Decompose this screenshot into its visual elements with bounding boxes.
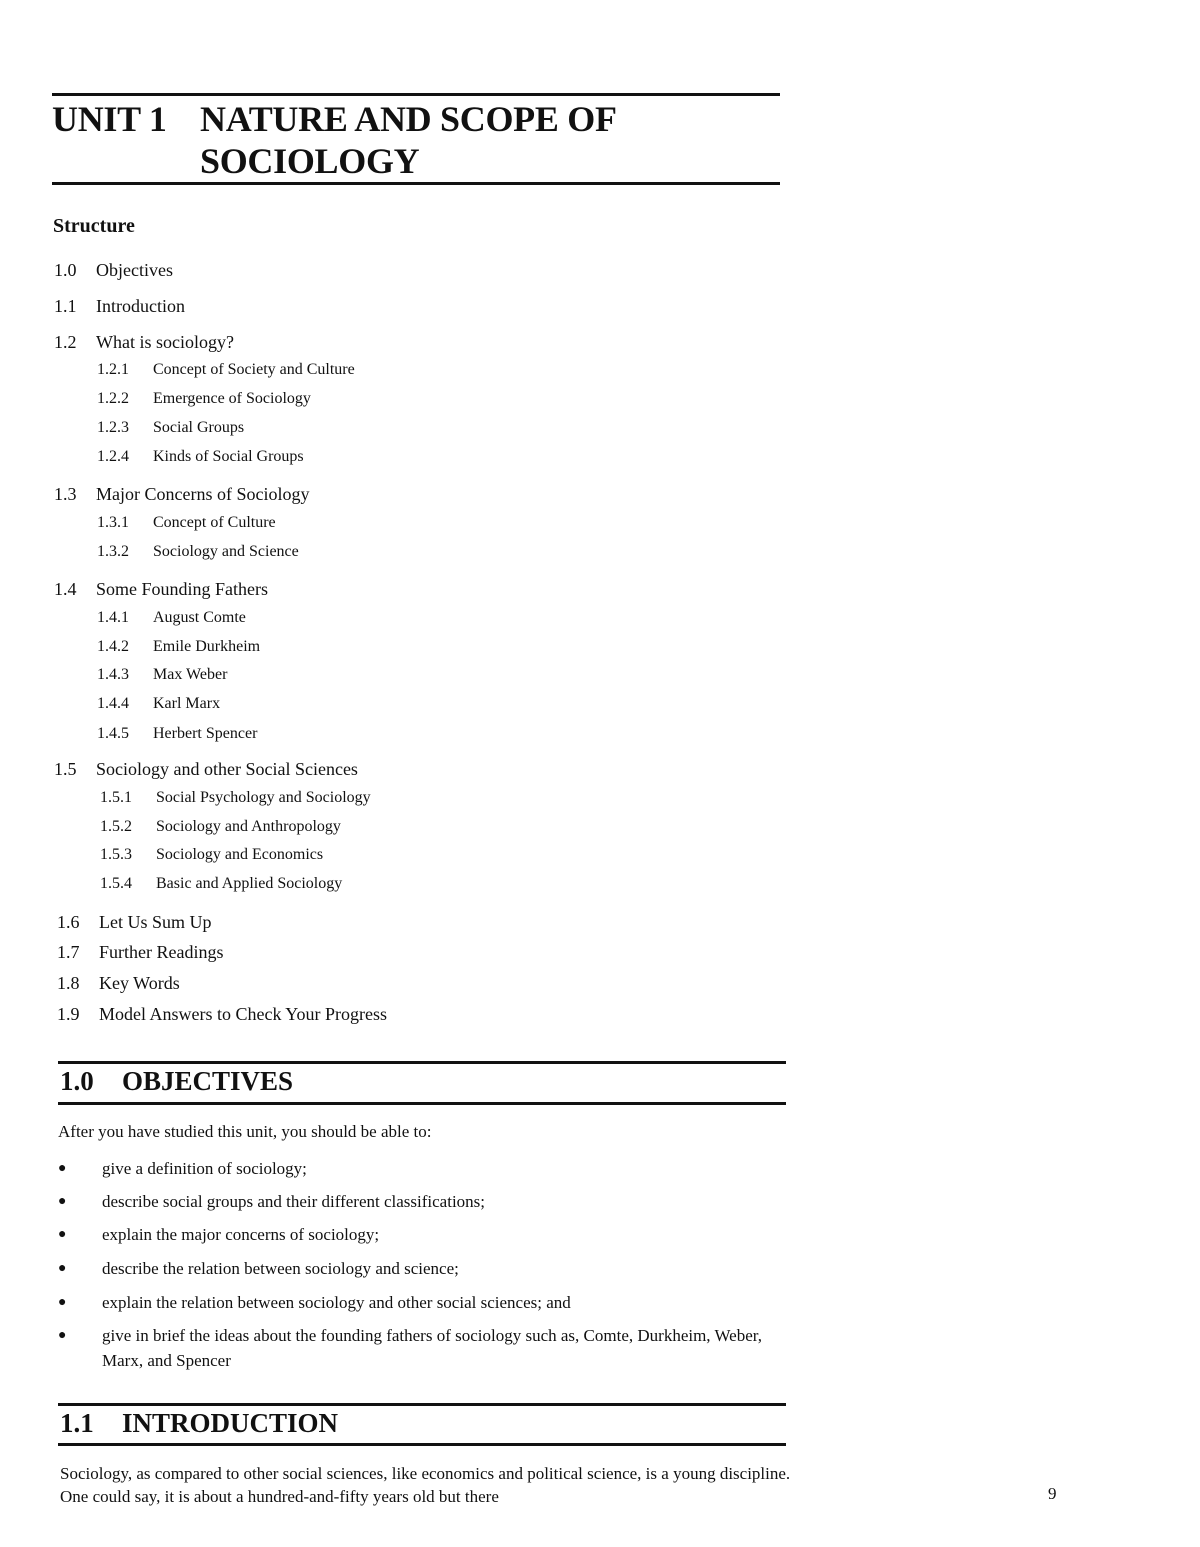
toc-subitem-number: 1.3.1 — [97, 514, 129, 531]
toc-subitem-label: Karl Marx — [153, 695, 221, 712]
bullet-dot-icon: ● — [58, 1161, 67, 1176]
objectives-title: OBJECTIVES — [122, 1066, 294, 1096]
toc-subitem-number: 1.2.2 — [97, 390, 129, 407]
objective-text: describe the relation between sociology and science; — [102, 1259, 459, 1278]
toc-item-number: 1.9 — [57, 1004, 80, 1024]
structure-heading: Structure — [53, 215, 135, 237]
toc-item-number: 1.8 — [57, 973, 80, 993]
toc-subitem-number: 1.5.1 — [100, 789, 132, 806]
toc-subitem-label: Emergence of Sociology — [153, 390, 311, 407]
toc-subitem-number: 1.4.3 — [97, 666, 129, 683]
toc-subitem-label: Social Groups — [153, 419, 245, 436]
toc-item-number: 1.1 — [54, 296, 77, 316]
introduction-paragraph: Sociology, as compared to other social sciences, like economics and political science, is a young discipline. One could say, it is about a hundred-and-fifty years old but there — [60, 1464, 791, 1506]
objective-text: explain the major concerns of sociology; — [102, 1225, 380, 1244]
introduction-number: 1.1 — [60, 1408, 94, 1438]
toc-item-number: 1.3 — [54, 484, 77, 504]
toc-item-label: Let Us Sum Up — [99, 912, 212, 932]
toc-subitem-number: 1.2.4 — [97, 448, 129, 465]
toc-subitem-number: 1.5.2 — [100, 818, 132, 835]
bullet-dot-icon: ● — [58, 1328, 67, 1343]
objective-text: describe social groups and their different classifications; — [102, 1192, 486, 1211]
objectives-intro: After you have studied this unit, you should be able to: — [58, 1122, 432, 1141]
bullet-dot-icon: ● — [58, 1261, 67, 1276]
objective-text: explain the relation between sociology and other social sciences; and — [102, 1293, 571, 1312]
objective-text: give a definition of sociology; — [102, 1159, 307, 1178]
toc-subitem-label: Max Weber — [153, 666, 228, 683]
toc-subitem-number: 1.4.4 — [97, 695, 129, 712]
toc-item-number: 1.0 — [54, 260, 77, 280]
objectives-bottom-rule — [58, 1102, 786, 1105]
toc-subitem-label: Herbert Spencer — [153, 725, 258, 742]
introduction-top-rule — [58, 1403, 786, 1406]
toc-item-number: 1.2 — [54, 332, 77, 352]
objective-text: give in brief the ideas about the founding fathers of sociology such as, Comte, Durkheim, Weber, Marx, and Spencer — [102, 1326, 763, 1370]
objectives-number: 1.0 — [60, 1066, 94, 1096]
unit-title-line-1: NATURE AND SCOPE OF — [200, 99, 617, 139]
objectives-top-rule — [58, 1061, 786, 1064]
title-top-rule — [52, 93, 780, 96]
unit-title-line-2: SOCIOLOGY — [200, 141, 420, 181]
toc-subitem-label: Concept of Culture — [153, 514, 276, 531]
toc-item-label: Further Readings — [99, 942, 224, 962]
toc-item-number: 1.6 — [57, 912, 80, 932]
toc-subitem-label: Sociology and Economics — [156, 846, 324, 863]
toc-subitem-number: 1.5.3 — [100, 846, 132, 863]
introduction-bottom-rule — [58, 1443, 786, 1446]
toc-item-number: 1.7 — [57, 942, 80, 962]
toc-subitem-number: 1.2.3 — [97, 419, 129, 436]
toc-item-label: Objectives — [96, 260, 173, 280]
toc-item-label: Key Words — [99, 973, 180, 993]
toc-item-number: 1.5 — [54, 759, 77, 779]
toc-subitem-number: 1.4.2 — [97, 638, 129, 655]
toc-subitem-number: 1.5.4 — [100, 875, 132, 892]
page-number: 9 — [1048, 1484, 1057, 1503]
toc-item-label: Major Concerns of Sociology — [96, 484, 310, 504]
introduction-title: INTRODUCTION — [122, 1408, 339, 1438]
bullet-dot-icon: ● — [58, 1295, 67, 1310]
unit-number: UNIT 1 — [52, 99, 167, 139]
title-bottom-rule — [52, 182, 780, 185]
toc-subitem-label: Sociology and Anthropology — [156, 818, 341, 835]
toc-item-label: Introduction — [96, 296, 185, 316]
bullet-dot-icon: ● — [58, 1227, 67, 1242]
toc-subitem-label: Basic and Applied Sociology — [156, 875, 343, 892]
toc-item-label: Some Founding Fathers — [96, 579, 269, 599]
toc-subitem-label: Emile Durkheim — [153, 638, 261, 655]
toc-subitem-label: Concept of Society and Culture — [153, 361, 355, 378]
toc-item-label: Model Answers to Check Your Progress — [99, 1004, 387, 1024]
toc-subitem-label: Social Psychology and Sociology — [156, 789, 371, 806]
toc-subitem-number: 1.4.1 — [97, 609, 129, 626]
toc-item-label: Sociology and other Social Sciences — [96, 759, 358, 779]
toc-subitem-label: August Comte — [153, 609, 246, 626]
bullet-dot-icon: ● — [58, 1194, 67, 1209]
toc-subitem-number: 1.4.5 — [97, 725, 129, 742]
toc-subitem-label: Kinds of Social Groups — [153, 448, 304, 465]
toc-subitem-number: 1.2.1 — [97, 361, 129, 378]
toc-item-number: 1.4 — [54, 579, 77, 599]
toc-item-label: What is sociology? — [96, 332, 234, 352]
toc-subitem-label: Sociology and Science — [153, 543, 299, 560]
toc-subitem-number: 1.3.2 — [97, 543, 129, 560]
